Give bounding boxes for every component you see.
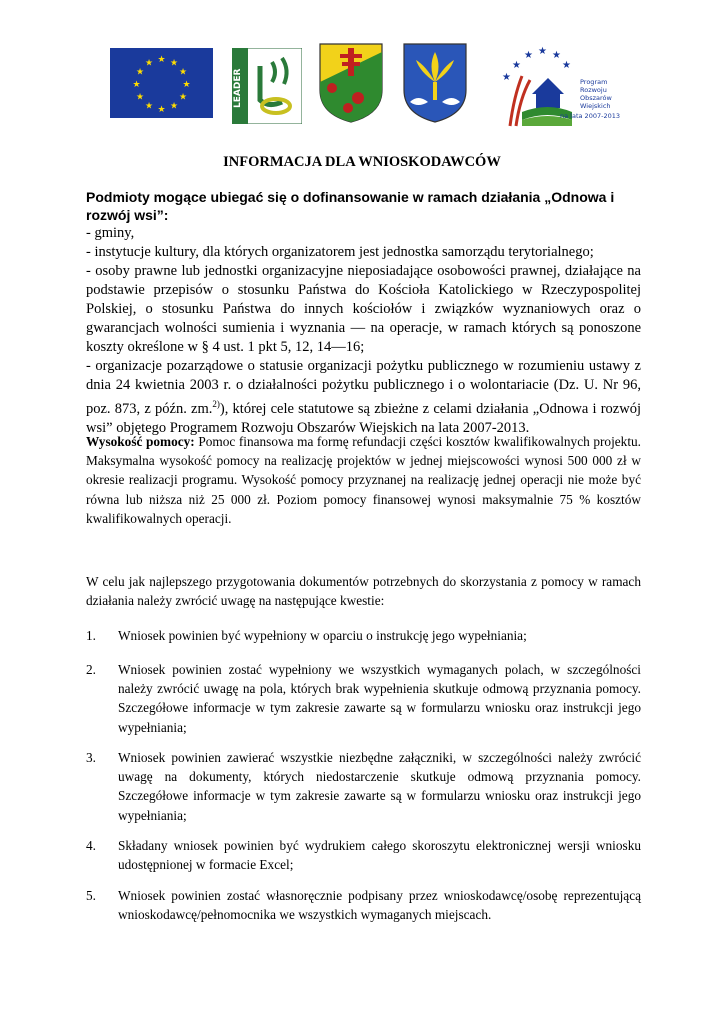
list-item-number: 2. <box>86 662 96 677</box>
prow-line5: na lata 2007-2013 <box>560 112 620 120</box>
leader-text: LEADER <box>233 68 243 108</box>
list-item-number: 4. <box>86 838 96 853</box>
leader-logo <box>232 48 302 124</box>
svg-text:★: ★ <box>157 55 166 65</box>
eligibility-item-3: - osoby prawne lub jednostki organizacyjne nieposiadające osobowości prawnej, działające na podstawie przepisów o stosunku Państwa do Kościoła Katolickiego w Rzeczypospolitej Polskiej, o stosunku Państwa do innych kościołów i związków wyznaniowych oraz o gwarancjach wolności sumienia i wyznania — na operacje, w ramach których są ponoszone koszty określone w § 4 ust. 1 pkt 5, 12, 14—16; <box>86 263 641 355</box>
prow-program-logo <box>492 46 632 132</box>
aid-section <box>86 432 641 528</box>
list-item-text: Wniosek powinien zostać własnoręcznie podpisany przez wnioskodawcę/osobę reprezentującą wnioskodawcę/pełnomocnika we wszystkich wymaganych miejscach. <box>118 888 641 923</box>
list-item-number: 3. <box>86 750 96 765</box>
prow-line4: Wiejskich <box>580 102 611 110</box>
svg-text:★: ★ <box>157 105 166 115</box>
eligibility-item-2: - instytucje kultury, dla których organizatorem jest jednostka samorządu terytorialnego; <box>86 244 594 260</box>
eligibility-item-4 <box>86 357 641 438</box>
svg-text:★: ★ <box>512 60 521 71</box>
aid-text: Pomoc finansowa ma formę refundacji części kosztów kwalifikowalnych projektu. Maksymalna wysokość pomocy na realizację projektów w jednej miejscowości wynosi 500 000 zł w okresie realizacji programu. Wysokość pomocy przyznanej na realizację jednej operacji nie może być równa lub niższa niż 25 000 zł. Poziom pomocy finansowej wynosi maksymalnie 75 % kosztów kwalifikowalnych operacji. <box>86 434 641 526</box>
logo-bar <box>100 42 640 134</box>
list-item-number: 1. <box>86 628 96 643</box>
eligibility-section <box>86 188 641 438</box>
eligibility-heading: Podmioty mogące ubiegać się o dofinansowanie w ramach działania „Odnowa i rozwój wsi”: <box>86 189 615 223</box>
svg-text:★: ★ <box>524 50 533 61</box>
svg-text:★: ★ <box>144 101 154 112</box>
svg-text:★: ★ <box>502 72 511 83</box>
aid-label: Wysokość pomocy: <box>86 434 195 449</box>
prow-line1: Program <box>580 78 608 86</box>
svg-text:★: ★ <box>552 50 561 61</box>
svg-text:★: ★ <box>144 58 154 69</box>
list-item-text: Wniosek powinien zawierać wszystkie niezbędne załączniki, w szczególności należy zwrócić uwagę na dokumenty, których niedostarczenie skutkuje odmową przyznania pomocy. Szczegółowe informacje w tym zakresie zawarte są w formularzu wniosku oraz instrukcji jego wypełniania; <box>118 750 641 823</box>
svg-text:★: ★ <box>178 67 188 78</box>
svg-text:★: ★ <box>132 80 141 90</box>
svg-text:★: ★ <box>135 92 145 103</box>
svg-text:★: ★ <box>169 101 179 112</box>
eu-flag-logo <box>110 48 213 118</box>
eligibility-item-4-text-end: ), której cele statutowe są zbieżne z celami działania „Odnowa i rozwój wsi” objętego Programem Rozwoju Obszarów Wiejskich na lata 2007-2013. <box>86 400 641 436</box>
svg-text:★: ★ <box>135 67 145 78</box>
svg-text:★: ★ <box>562 60 571 71</box>
lily-coat-of-arms-icon <box>402 42 468 124</box>
list-item-text: Wniosek powinien zostać wypełniony we wszystkich wymaganych polach, w szczególności należy zwrócić uwagę na pola, których brak wypełnienia skutkuje odmową przyznania pomocy. Szczegółowe informacje w tym zakresie zawarte są w formularzu wniosku oraz instrukcji jego wypełniania; <box>118 662 641 735</box>
list-item-text: Składany wniosek powinien być wydrukiem całego skoroszytu elektronicznej wersji wniosku udostępnionej w formacie Excel; <box>118 838 641 873</box>
prow-line2: Rozwoju <box>580 86 607 94</box>
list-item-number: 5. <box>86 888 96 903</box>
intro-paragraph: W celu jak najlepszego przygotowania dokumentów potrzebnych do skorzystania z pomocy w ramach działania należy zwrócić uwagę na następujące kwestie: <box>86 574 641 609</box>
municipal-coat-of-arms-icon <box>318 42 384 124</box>
svg-text:★: ★ <box>538 46 547 57</box>
footnote-ref: 2) <box>212 399 220 409</box>
eligibility-item-1: - gminy, <box>86 225 135 241</box>
svg-text:★: ★ <box>182 80 191 90</box>
page-title: INFORMACJA DLA WNIOSKODAWCÓW <box>223 154 501 170</box>
svg-text:★: ★ <box>169 58 179 69</box>
svg-text:★: ★ <box>178 92 188 103</box>
list-item-text: Wniosek powinien być wypełniony w oparciu o instrukcję jego wypełniania; <box>118 628 527 643</box>
eligibility-item-4-text: - organizacje pozarządowe o statusie organizacji pożytku publicznego w rozumieniu ustawy z dnia 24 kwietnia 2003 r. o działalności pożytku publicznego i o wolontariacie (Dz. U. Nr 96, poz. 873, z późn. zm. <box>86 358 641 417</box>
prow-line3: Obszarów <box>580 94 612 102</box>
